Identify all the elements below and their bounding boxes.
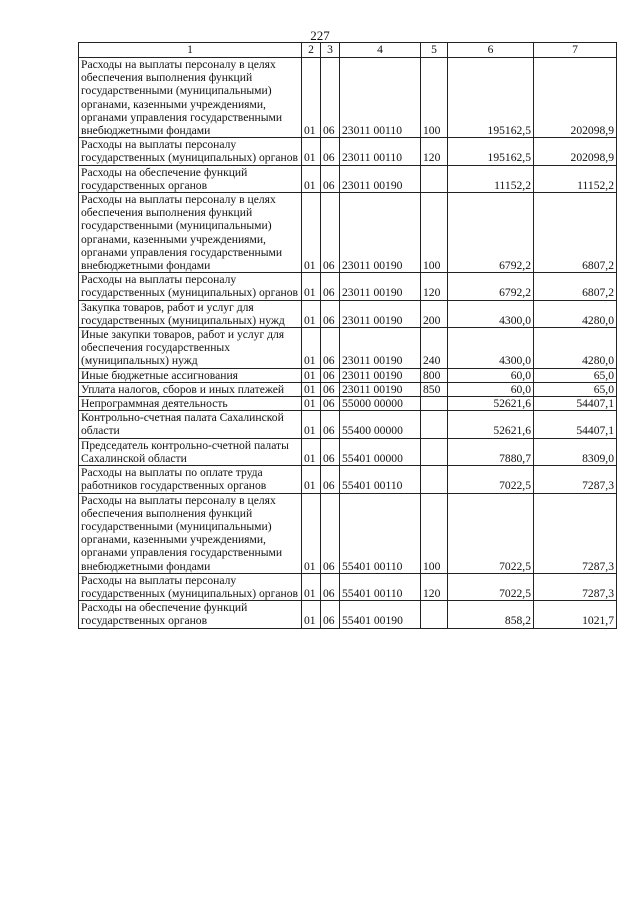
table-row [79,601,617,628]
row-amount-year1-cell: 4300,0 [448,328,534,369]
row-expense-type-cell [421,411,448,438]
row-section-cell: 01 [302,397,321,411]
row-amount-year2-cell: 11152,2 [534,165,617,192]
row-amount-year1-cell: 7022,5 [448,493,534,573]
row-target-article-cell: 55401 00110 [340,493,421,573]
row-amount-year1-cell: 52621,6 [448,411,534,438]
row-subsection-cell: 06 [321,58,340,138]
row-name-cell: Иные бюджетные ассигнования [79,368,302,382]
row-name-cell: Расходы на выплаты персоналу в целях обеспечения выполнения функций государственными (муниципальными) органами, казенными учреждениями, органами управления государственными внебюджетными фондами [79,193,302,273]
row-amount-year2-cell: 7287,3 [534,573,617,600]
budget-table [78,42,617,629]
row-expense-type-cell: 120 [421,138,448,165]
row-section-cell: 01 [302,165,321,192]
row-section-cell: 01 [302,193,321,273]
row-section-cell: 01 [302,573,321,600]
row-expense-type-cell: 100 [421,193,448,273]
row-name-cell: Контрольно-счетная палата Сахалинской области [79,411,302,438]
column-header-2: 2 [302,43,321,58]
row-target-article-cell: 23011 00190 [340,273,421,300]
row-amount-year1-cell: 6792,2 [448,273,534,300]
row-subsection-cell: 06 [321,273,340,300]
row-subsection-cell: 06 [321,573,340,600]
row-amount-year1-cell: 4300,0 [448,300,534,327]
row-amount-year2-cell: 65,0 [534,382,617,396]
table-body [79,58,617,629]
table-row [79,466,617,493]
row-expense-type-cell [421,466,448,493]
row-section-cell: 01 [302,58,321,138]
row-target-article-cell: 23011 00190 [340,382,421,396]
table-row [79,138,617,165]
table-row [79,573,617,600]
row-amount-year1-cell: 60,0 [448,368,534,382]
row-section-cell: 01 [302,368,321,382]
table-row [79,368,617,382]
row-target-article-cell: 23011 00190 [340,328,421,369]
column-header-3: 3 [321,43,340,58]
row-target-article-cell: 23011 00190 [340,193,421,273]
row-subsection-cell: 06 [321,138,340,165]
row-section-cell: 01 [302,411,321,438]
row-expense-type-cell: 120 [421,273,448,300]
row-expense-type-cell [421,438,448,465]
row-amount-year2-cell: 7287,3 [534,493,617,573]
row-target-article-cell: 23011 00190 [340,300,421,327]
row-target-article-cell: 55401 00190 [340,601,421,628]
table-row [79,411,617,438]
row-expense-type-cell [421,601,448,628]
row-expense-type-cell: 100 [421,58,448,138]
row-section-cell: 01 [302,466,321,493]
row-amount-year1-cell: 7022,5 [448,573,534,600]
table-row [79,165,617,192]
row-target-article-cell: 55401 00110 [340,573,421,600]
row-section-cell: 01 [302,138,321,165]
row-amount-year1-cell: 11152,2 [448,165,534,192]
row-target-article-cell: 23011 00110 [340,58,421,138]
row-amount-year2-cell: 8309,0 [534,438,617,465]
row-section-cell: 01 [302,273,321,300]
row-target-article-cell: 23011 00110 [340,138,421,165]
row-name-cell: Председатель контрольно-счетной палаты Сахалинской области [79,438,302,465]
row-section-cell: 01 [302,438,321,465]
row-expense-type-cell [421,165,448,192]
row-amount-year2-cell: 4280,0 [534,328,617,369]
row-expense-type-cell: 100 [421,493,448,573]
row-amount-year1-cell: 858,2 [448,601,534,628]
row-amount-year2-cell: 65,0 [534,368,617,382]
row-subsection-cell: 06 [321,165,340,192]
table-row [79,300,617,327]
row-name-cell: Расходы на выплаты по оплате труда работников государственных органов [79,466,302,493]
row-amount-year2-cell: 54407,1 [534,397,617,411]
row-section-cell: 01 [302,328,321,369]
row-expense-type-cell: 120 [421,573,448,600]
row-name-cell: Уплата налогов, сборов и иных платежей [79,382,302,396]
row-amount-year1-cell: 6792,2 [448,193,534,273]
row-subsection-cell: 06 [321,601,340,628]
row-subsection-cell: 06 [321,368,340,382]
row-subsection-cell: 06 [321,397,340,411]
row-amount-year2-cell: 7287,3 [534,466,617,493]
row-subsection-cell: 06 [321,466,340,493]
row-subsection-cell: 06 [321,328,340,369]
row-target-article-cell: 55401 00110 [340,466,421,493]
row-expense-type-cell: 850 [421,382,448,396]
row-amount-year1-cell: 195162,5 [448,58,534,138]
column-header-6: 6 [448,43,534,58]
row-amount-year1-cell: 195162,5 [448,138,534,165]
table-row [79,273,617,300]
row-name-cell: Закупка товаров, работ и услуг для государственных (муниципальных) нужд [79,300,302,327]
row-name-cell: Непрограммная деятельность [79,397,302,411]
row-section-cell: 01 [302,601,321,628]
table-row [79,328,617,369]
column-header-5: 5 [421,43,448,58]
row-target-article-cell: 55401 00000 [340,438,421,465]
row-name-cell: Расходы на выплаты персоналу государственных (муниципальных) органов [79,573,302,600]
table-row [79,382,617,396]
row-subsection-cell: 06 [321,411,340,438]
row-name-cell: Расходы на выплаты персоналу государственных (муниципальных) органов [79,138,302,165]
page-number: 227 [310,28,330,43]
row-subsection-cell: 06 [321,193,340,273]
row-amount-year1-cell: 7022,5 [448,466,534,493]
row-section-cell: 01 [302,382,321,396]
row-amount-year1-cell: 52621,6 [448,397,534,411]
row-amount-year2-cell: 6807,2 [534,193,617,273]
row-target-article-cell: 55400 00000 [340,411,421,438]
row-amount-year2-cell: 4280,0 [534,300,617,327]
table-row [79,438,617,465]
row-expense-type-cell: 200 [421,300,448,327]
row-expense-type-cell: 800 [421,368,448,382]
row-name-cell: Расходы на выплаты персоналу в целях обеспечения выполнения функций государственными (муниципальными) органами, казенными учреждениями, органами управления государственными внебюджетными фондами [79,493,302,573]
row-name-cell: Расходы на выплаты персоналу в целях обеспечения выполнения функций государственными (муниципальными) органами, казенными учреждениями, органами управления государственными внебюджетными фондами [79,58,302,138]
row-section-cell: 01 [302,493,321,573]
row-subsection-cell: 06 [321,300,340,327]
table-row [79,397,617,411]
row-amount-year1-cell: 7880,7 [448,438,534,465]
table-row [79,58,617,138]
row-subsection-cell: 06 [321,493,340,573]
row-target-article-cell: 55000 00000 [340,397,421,411]
column-header-7: 7 [534,43,617,58]
row-amount-year2-cell: 6807,2 [534,273,617,300]
row-subsection-cell: 06 [321,382,340,396]
row-name-cell: Расходы на обеспечение функций государственных органов [79,165,302,192]
row-amount-year2-cell: 202098,9 [534,58,617,138]
column-header-4: 4 [340,43,421,58]
column-header-1: 1 [79,43,302,58]
table-row [79,493,617,573]
row-amount-year2-cell: 54407,1 [534,411,617,438]
row-expense-type-cell: 240 [421,328,448,369]
row-amount-year1-cell: 60,0 [448,382,534,396]
row-target-article-cell: 23011 00190 [340,368,421,382]
row-name-cell: Расходы на выплаты персоналу государственных (муниципальных) органов [79,273,302,300]
row-target-article-cell: 23011 00190 [340,165,421,192]
row-amount-year2-cell: 202098,9 [534,138,617,165]
header-row [79,43,617,58]
row-section-cell: 01 [302,300,321,327]
row-name-cell: Расходы на обеспечение функций государственных органов [79,601,302,628]
row-expense-type-cell [421,397,448,411]
row-subsection-cell: 06 [321,438,340,465]
row-name-cell: Иные закупки товаров, работ и услуг для обеспечения государственных (муниципальных) нужд [79,328,302,369]
table-row [79,193,617,273]
row-amount-year2-cell: 1021,7 [534,601,617,628]
